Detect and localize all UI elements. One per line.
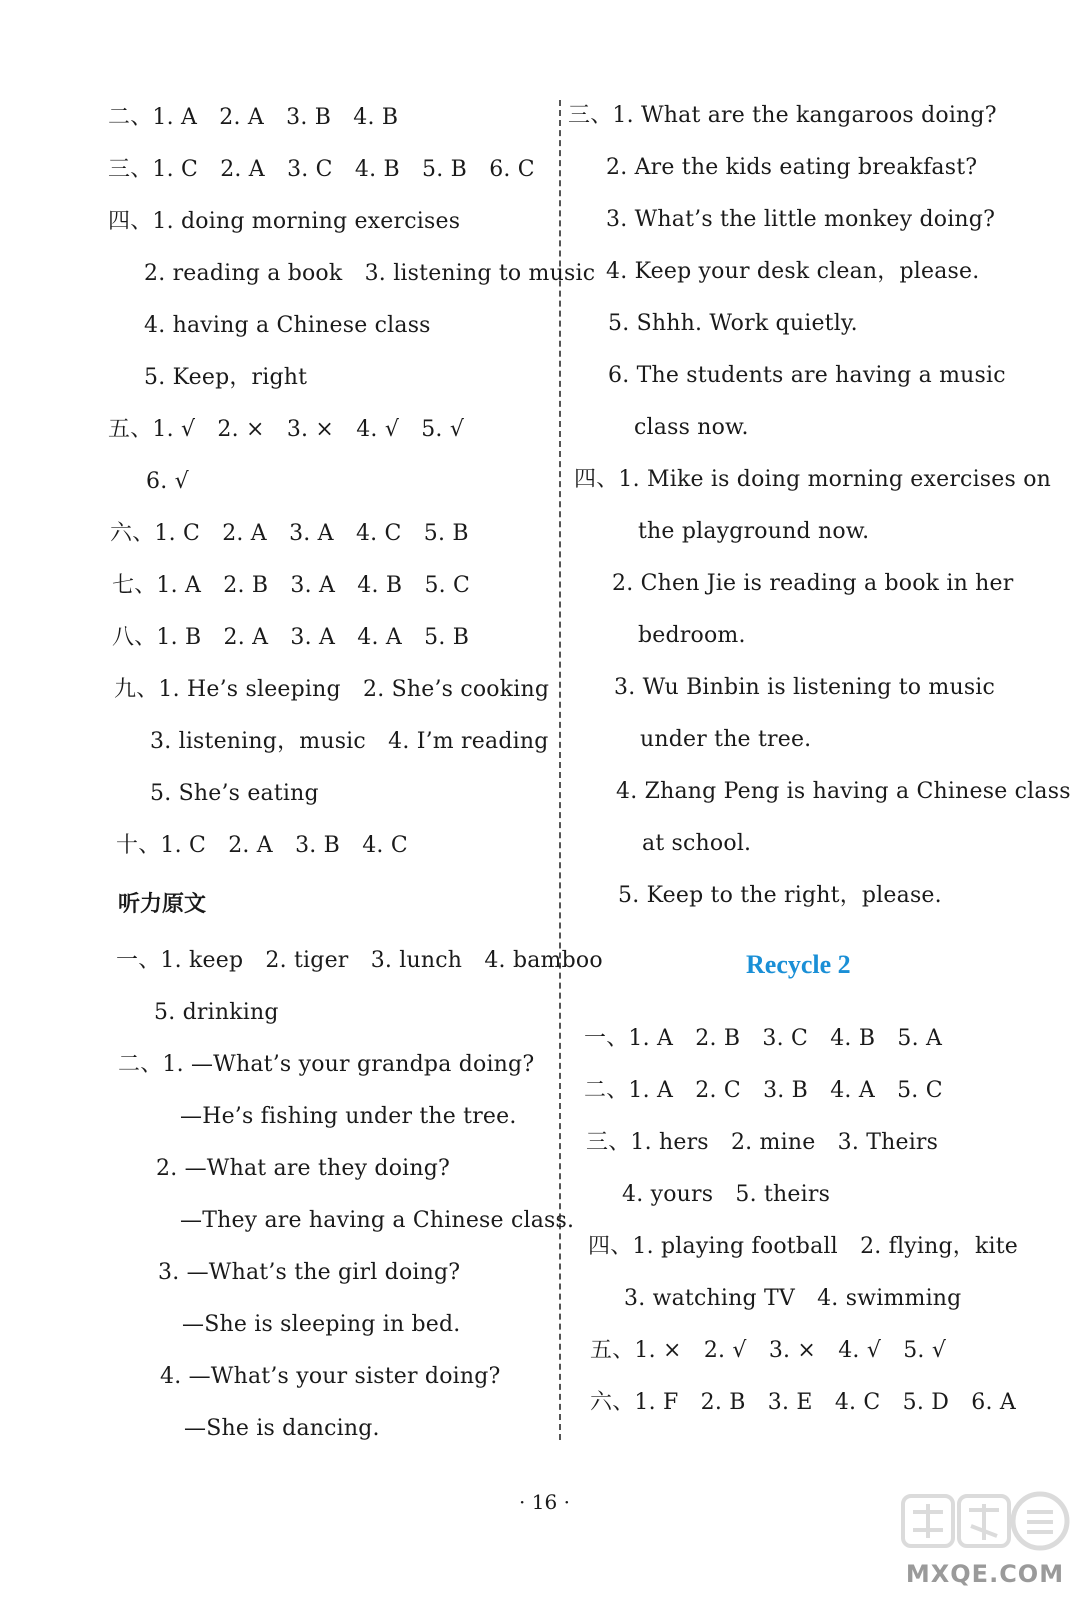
script-line: 5. Shhh. Work quietly. [608,311,858,336]
answer-line: 二、1. A 2. C 3. B 4. A 5. C [584,1078,943,1103]
answer-line: 3. listening，music 4. I’m reading [150,729,549,754]
answer-line: 六、1. C 2. A 3. A 4. C 5. B [110,521,469,546]
answer-line: 五、1. × 2. √ 3. × 4. √ 5. √ [590,1338,947,1363]
script-line: —She is dancing. [184,1416,380,1441]
answer-line: 一、1. A 2. B 3. C 4. B 5. A [584,1026,943,1051]
script-line: 2. —What are they doing? [156,1156,451,1181]
answer-line: 6. √ [146,469,189,494]
answer-line: 二、1. A 2. A 3. B 4. B [108,105,399,130]
answer-line: 四、1. playing football 2. flying，kite [588,1234,1018,1259]
answer-line: 三、1. C 2. A 3. C 4. B 5. B 6. C [108,157,535,182]
script-line: at school. [642,831,752,856]
watermark-text: MXQE.COM [905,1560,1065,1588]
script-line: 一、1. keep 2. tiger 3. lunch 4. bamboo [116,948,603,973]
answer-line: 七、1. A 2. B 3. A 4. B 5. C [112,573,471,598]
answer-line: 5. She’s eating [150,781,319,806]
answer-line: 4. yours 5. theirs [622,1182,831,1207]
script-line: 二、1. —What’s your grandpa doing? [118,1052,535,1077]
script-line: 3. What’s the little monkey doing? [606,207,996,232]
recycle-heading: Recycle 2 [746,950,851,979]
answer-line: 八、1. B 2. A 3. A 4. A 5. B [112,625,470,650]
answer-line: 六、1. F 2. B 3. E 4. C 5. D 6. A [590,1390,1016,1415]
script-line: 5. Keep to the right，please. [618,883,942,908]
script-line: —She is sleeping in bed. [182,1312,461,1337]
column-divider [559,100,561,1440]
script-line: 2. Chen Jie is reading a book in her [612,571,1014,596]
script-line: the playground now. [638,519,870,544]
answer-line: 3. watching TV 4. swimming [624,1286,962,1311]
script-line: 三、1. What are the kangaroos doing? [568,103,997,128]
script-line: 2. Are the kids eating breakfast? [606,155,978,180]
script-line: class now. [634,415,749,440]
answer-line: 五、1. √ 2. × 3. × 4. √ 5. √ [108,417,465,442]
answer-line: 2. reading a book 3. listening to music [144,261,596,286]
answer-line: 九、1. He’s sleeping 2. She’s cooking [114,677,550,702]
script-line: 四、1. Mike is doing morning exercises on [574,467,1052,492]
page-number: · 16 · [519,1490,570,1514]
answer-line: 4. having a Chinese class [144,313,431,338]
script-line: 6. The students are having a music [608,363,1006,388]
script-line: bedroom. [638,623,746,648]
answer-line: 5. Keep，right [144,365,308,390]
script-line: 3. Wu Binbin is listening to music [614,675,996,700]
listening-script-heading: 听力原文 [118,892,207,917]
answer-line: 四、1. doing morning exercises [108,209,461,234]
script-line: 3. —What’s the girl doing? [158,1260,461,1285]
script-line: —He’s fishing under the tree. [180,1104,517,1129]
script-line: —They are having a Chinese class. [180,1208,575,1233]
script-line: under the tree. [640,727,812,752]
answer-line: 十、1. C 2. A 3. B 4. C [116,833,408,858]
script-line: 4. Keep your desk clean，please. [606,259,980,284]
script-line: 4. —What’s your sister doing? [160,1364,501,1389]
script-line: 4. Zhang Peng is having a Chinese class [616,779,1071,804]
script-line: 5. drinking [154,1000,279,1025]
answer-line: 三、1. hers 2. mine 3. Theirs [586,1130,939,1155]
